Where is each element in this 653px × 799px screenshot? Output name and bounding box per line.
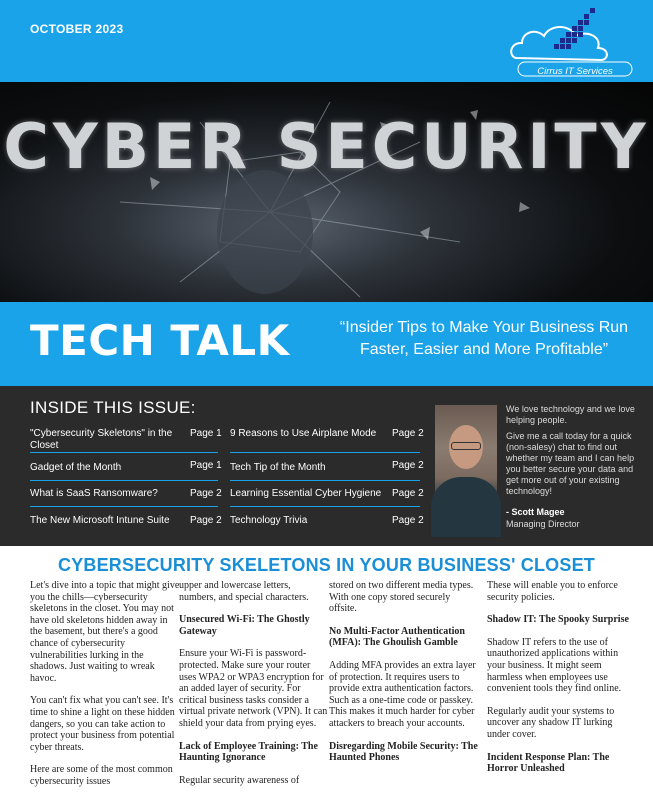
toc-item-page: Page 2: [190, 515, 222, 526]
article-column-4: [487, 580, 637, 786]
hero-banner: [0, 82, 653, 302]
paragraph: Adding MFA provides an extra layer of protection. It requires users to provide extra authentication factors. Such as a one-time code or passkey. This makes it much harder for cyber attackers to breach your accounts.: [329, 659, 476, 729]
paragraph: stored on two different media types. With one copy stored securely offsite.: [329, 580, 474, 615]
bio-role: Managing Director: [506, 519, 580, 529]
section-heading: Lack of Employee Training: The Haunting Ignorance: [179, 740, 318, 764]
toc-divider: [230, 452, 420, 453]
toc-item-page: Page 2: [392, 428, 424, 439]
article-column-2: [179, 580, 329, 797]
toc-divider: [230, 506, 420, 507]
newsletter-title: TECH TALK: [30, 316, 290, 365]
toc-item-label[interactable]: Learning Essential Cyber Hygiene: [230, 488, 382, 499]
inside-title: INSIDE THIS ISSUE:: [30, 398, 196, 417]
tech-talk-band: [0, 302, 653, 386]
toc-item-label[interactable]: The New Microsoft Intune Suite: [30, 515, 170, 526]
cirrus-logo: [508, 6, 636, 80]
toc-item-label[interactable]: "Cybersecurity Skeletons" in the Closet: [30, 428, 173, 451]
paragraph: These will enable you to enforce security policies.: [487, 580, 618, 603]
toc-item-page: Page 2: [392, 460, 424, 471]
paragraph: upper and lowercase letters, numbers, and special characters.: [179, 580, 309, 603]
section-heading: Shadow IT: The Spooky Surprise: [487, 614, 629, 626]
section-heading: Unsecured Wi-Fi: The Ghostly Gateway: [179, 614, 310, 637]
toc-item-label[interactable]: What is SaaS Ransomware?: [30, 488, 158, 499]
director-photo: [435, 405, 497, 527]
article-column-3: [329, 580, 479, 775]
toc-item-page: Page 1: [190, 460, 222, 471]
paragraph: Regularly audit your systems to uncover any shadow IT lurking under cover.: [487, 705, 615, 740]
toc-item-page: Page 2: [190, 488, 222, 499]
toc-item-page: Page 2: [392, 488, 424, 499]
toc-divider: [30, 452, 218, 453]
section-heading: No Multi-Factor Authentication (MFA): The Ghoulish Gamble: [329, 625, 465, 649]
paragraph: Let's dive into a topic that might give you the chills—cybersecurity skeletons in the closet. You may not have old skeletons hidden away in the basement, but there's a good chance of cybersecurity vulnerabilities lurking in the shadows. Just waiting to wreak havoc.: [30, 580, 180, 684]
top-bar: [0, 0, 653, 82]
section-heading: Incident Response Plan: The Horror Unleashed: [487, 751, 610, 775]
toc-item-label[interactable]: Technology Trivia: [230, 515, 308, 526]
tagline-line-1: “Insider Tips to Make Your Business Run: [339, 319, 629, 336]
bio-intro: We love technology and we love helping people.: [506, 404, 635, 425]
newsletter-tagline: [325, 317, 643, 361]
toc-item-label[interactable]: 9 Reasons to Use Airplane Mode: [230, 428, 377, 439]
tagline-line-2: Faster, Easier and More Profitable”: [359, 341, 609, 358]
toc-item-page: Page 2: [392, 515, 424, 526]
bio-body: Give me a call today for a quick (non-salesy) chat to find out whether my team and I can help you better secure your data and get more out of your existing technology!: [506, 431, 635, 496]
paragraph: Ensure your Wi-Fi is password-protected. Make sure your router uses WPA2 or WPA3 encryption for an added layer of security. For critical business tasks consider a virtual private network (VPN). It can shield your data from prying eyes.: [179, 648, 328, 729]
brand-name: Cirrus IT Services: [537, 66, 613, 77]
paragraph: Here are some of the most common cybersecurity issues: [30, 764, 173, 787]
paragraph: Shadow IT refers to the use of unauthorized applications within your business. It might seem harmless when employees use convenient tools they find online.: [487, 636, 622, 695]
toc-item-label[interactable]: Gadget of the Month: [30, 462, 122, 473]
issue-date: OCTOBER 2023: [30, 22, 124, 36]
toc-divider: [30, 480, 218, 481]
paragraph: Regular security awareness of: [179, 774, 300, 786]
hero-title: CYBER SECURITY: [3, 110, 650, 183]
paragraph: You can't fix what you can't see. It's time to shine a light on these hidden dangers, so you can take action to protect your business from potential cyber threats.: [30, 695, 175, 753]
section-heading: Disregarding Mobile Security: The Haunted Phones: [329, 740, 478, 764]
toc-item-label[interactable]: Tech Tip of the Month: [230, 462, 326, 473]
toc-divider: [30, 506, 218, 507]
bio-name: - Scott Magee: [506, 507, 565, 517]
inside-this-issue-panel: [0, 386, 653, 546]
toc-item-page: Page 1: [190, 428, 222, 439]
toc-divider: [230, 480, 420, 481]
article-column-1: [30, 580, 180, 799]
article-title: CYBERSECURITY SKELETONS IN YOUR BUSINESS' CLOSET: [58, 555, 595, 575]
